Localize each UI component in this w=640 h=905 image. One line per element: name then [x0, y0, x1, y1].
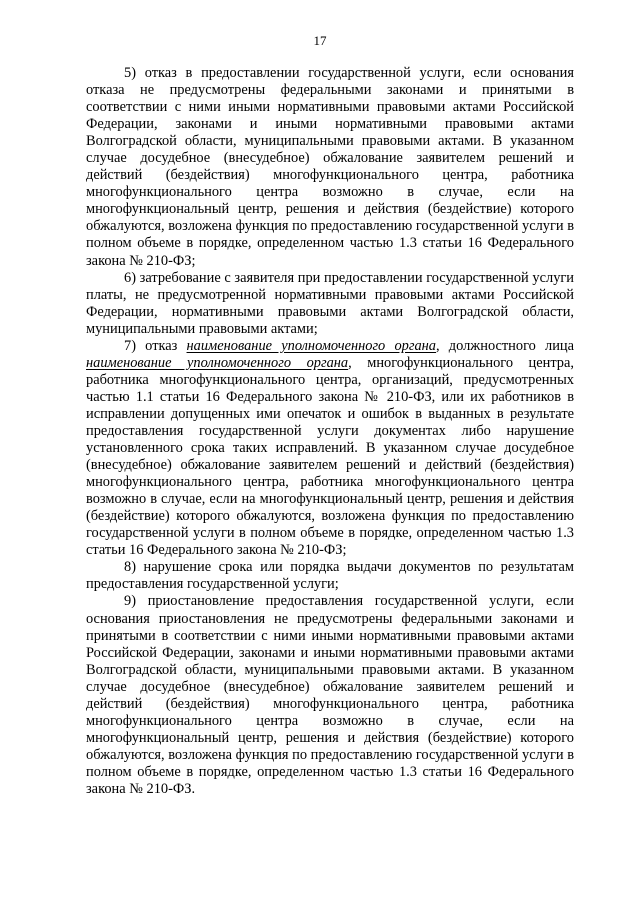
paragraph-7-text-c: , должностного лица — [436, 337, 574, 354]
paragraph-item-9: 9) приостановление предоставления государственной услуги, если основания приостановления не предусмотрены федеральными законами и принятыми в соответствии с ними иными нормативными правовыми актами Российской Федерации, законами и иными нормативными правовыми актами Волгоградской области, муниципальными правовыми актами. В указанном случае досудебное (внесудебное) обжалование заявителем решений и действий (бездействия) многофункционального центра, работника многофункционального центра возможно в случае, если на многофункциональный центр, решения и действия (бездействие) которого обжалуются, возложена функция по предоставлению государственной услуги в полном объеме в порядке, определенном частью 1.3 статьи 16 Федерального закона № 210-ФЗ. — [86, 593, 574, 797]
page-number: 17 — [313, 33, 327, 48]
authority-name-placeholder: наименование уполномоченного органа — [186, 337, 436, 354]
paragraph-7-text-a: 7) отказ — [124, 337, 187, 354]
paragraph-item-8: 8) нарушение срока или порядка выдачи документов по результатам предоставления государственной услуги; — [86, 559, 574, 593]
paragraph-item-6: 6) затребование с заявителя при предоставлении государственной услуги платы, не предусмотренной нормативными правовыми актами Российской Федерации, нормативными правовыми актами Волгоградской области, муниципальными правовыми актами; — [86, 269, 574, 337]
authority-name-placeholder-2: наименование уполномоченного органа — [86, 354, 349, 371]
document-body — [86, 65, 574, 798]
paragraph-item-7 — [86, 338, 574, 560]
paragraph-7-text-e: , многофункционального центра, работника многофункционального центра, организаций, предусмотренных частью 1.1 статьи 16 Федерального закона № 210-ФЗ, или их работников в исправлении допущенных ими опечаток и ошибок в выданных в результате предоставления государственной услуги документах либо нарушение установленного срока таких исправлений. В указанном случае досудебное (внесудебное) обжалование заявителем решений и действий (бездействия) многофункционального центра, работника многофункционального центра возможно в случае, если на многофункциональный центр, решения и действия (бездействие) которого обжалуются, возложена функция по предоставлению государственной услуги в полном объеме в порядке, определенном частью 1.3 статьи 16 Федерального закона № 210-ФЗ; — [86, 354, 574, 559]
paragraph-item-5: 5) отказ в предоставлении государственной услуги, если основания отказа не предусмотрены федеральными законами и принятыми в соответствии с ними иными нормативными правовыми актами Российской Федерации, законами и иными нормативными правовыми актами Волгоградской области, муниципальными правовыми актами. В указанном случае досудебное (внесудебное) обжалование заявителем решений и действий (бездействия) многофункционального центра, работника многофункционального центра возможно в случае, если на многофункциональный центр, решения и действия (бездействие) которого обжалуются, возложена функция по предоставлению государственной услуги в полном объеме в порядке, определенном частью 1.3 статьи 16 Федерального закона № 210-ФЗ; — [86, 65, 574, 269]
